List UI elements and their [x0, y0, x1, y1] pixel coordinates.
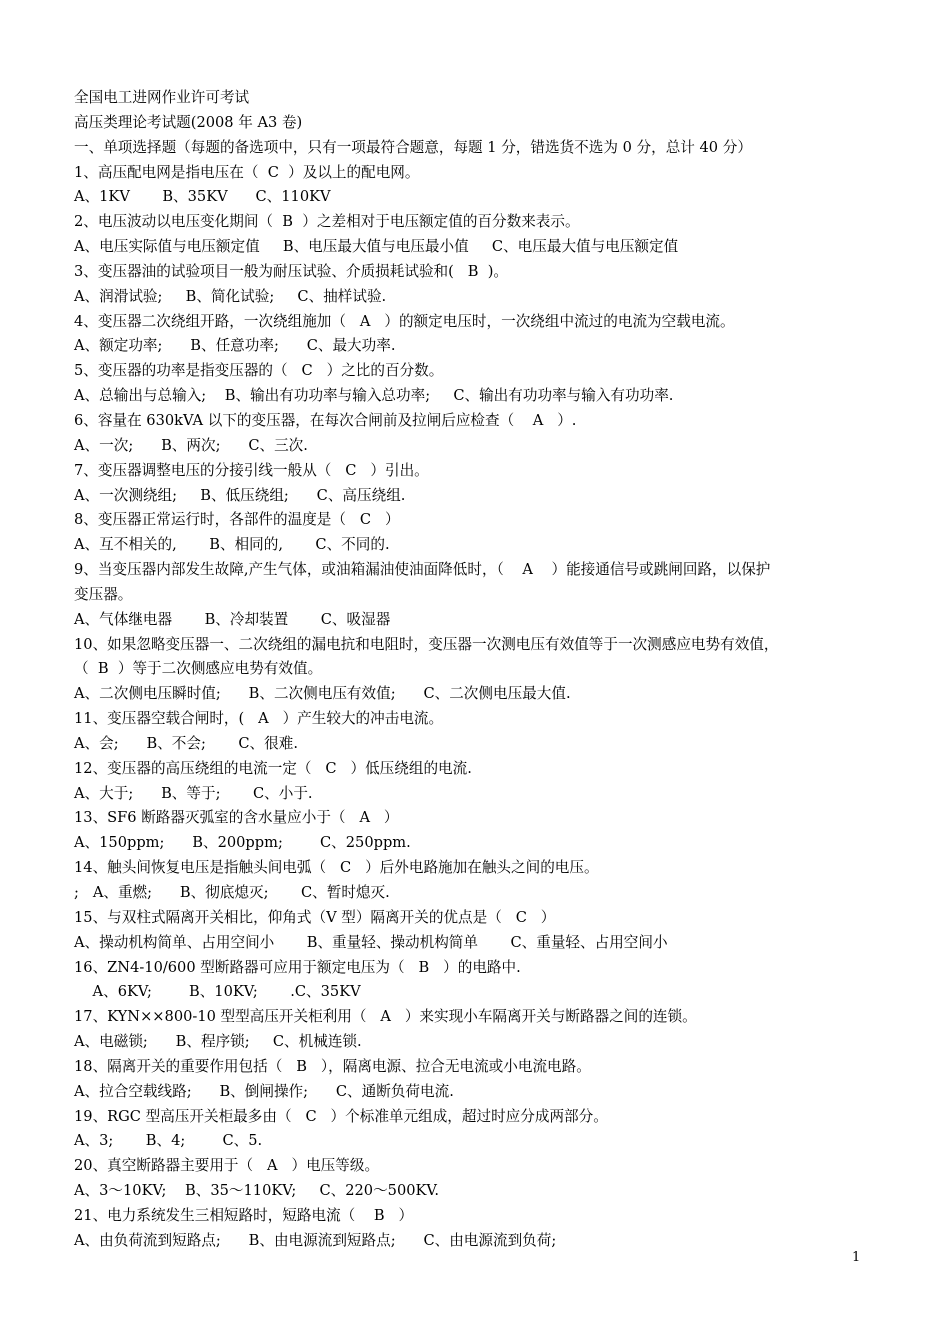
text-line: A、拉合空载线路; B、倒闸操作; C、通断负荷电流.	[74, 1082, 454, 1100]
text-line: 变压器。	[74, 585, 133, 603]
text-line: A、3～10KV; B、35～110KV; C、220～500KV.	[74, 1182, 440, 1200]
text-line: A、总输出与总输入; B、输出有功功率与输入总功率; C、输出有功功率与输入有功功率.	[74, 387, 674, 405]
text-line: A、6KV; B、10KV; .C、35KV	[74, 983, 361, 1001]
text-line: A、会; B、不会; C、很难.	[74, 734, 298, 752]
text-line: 12、变压器的高压绕组的电流一定（ C ）低压绕组的电流.	[74, 759, 472, 777]
text-line: 19、RGC 型高压开关柜最多由（ C ）个标准单元组成，超过时应分成两部分。	[74, 1107, 608, 1125]
text-line: 5、变压器的功率是指变压器的（ C ）之比的百分数。	[74, 362, 444, 380]
text-line: 4、变压器二次绕组开路，一次绕组施加（ A ）的额定电压时，一次绕组中流过的电流为空载电流。	[74, 312, 735, 330]
text-line: 高压类理论考试题(2008 年 A3 卷)	[74, 113, 303, 131]
page-number: 1	[852, 1250, 861, 1265]
text-line: 6、容量在 630kVA 以下的变压器，在每次合闸前及拉闸后应检查（ A ）.	[74, 411, 577, 429]
text-line: ; A、重燃; B、彻底熄灭; C、暂时熄灭.	[74, 884, 390, 901]
text-line: 9、当变压器内部发生故障,产生气体，或油箱漏油使油面降低时，（ A ）能接通信号或跳闸回路，以保护	[74, 561, 771, 579]
text-line: 15、与双柱式隔离开关相比，仰角式（V 型）隔离开关的优点是（ C ）	[74, 908, 556, 926]
text-line: A、二次侧电压瞬时值; B、二次侧电压有效值; C、二次侧电压最大值.	[74, 685, 571, 703]
text-line: 一、单项选择题（每题的备选项中，只有一项最符合题意，每题 1 分，错选货不选为 0 分，总计 40 分）	[74, 138, 752, 156]
text-line: 21、电力系统发生三相短路时，短路电流（ B ）	[74, 1206, 414, 1224]
text-line: A、气体继电器 B、冷却装置 C、吸湿器	[74, 610, 391, 628]
text-line: 16、ZN4-10/600 型断路器可应用于额定电压为（ B ）的电路中.	[74, 958, 521, 976]
text-line: A、一次; B、两次; C、三次.	[74, 436, 308, 454]
text-line: A、润滑试验; B、简化试验; C、抽样试验.	[74, 287, 387, 305]
text-line: 17、KYN××800-10 型型高压开关柜利用（ A ）来实现小车隔离开关与断路器之间的连锁。	[74, 1008, 697, 1026]
text-line: 13、SF6 断路器灭弧室的含水量应小于（ A ）	[74, 809, 399, 827]
text-line: 7、变压器调整电压的分接引线一般从（ C ）引出。	[74, 461, 429, 479]
text-line: 2、电压波动以电压变化期间（ B ）之差相对于电压额定值的百分数来表示。	[74, 213, 580, 231]
text-line: A、电磁锁; B、程序锁; C、机械连锁.	[74, 1033, 362, 1051]
text-line: 18、隔离开关的重要作用包括（ B ），隔离电源、拉合无电流或小电流电路。	[74, 1057, 591, 1075]
document-body	[74, 86, 874, 1254]
text-line: A、电压实际值与电压额定值 B、电压最大值与电压最小值 C、电压最大值与电压额定值	[74, 238, 679, 256]
text-line: A、操动机构简单、占用空间小 B、重量轻、操动机构简单 C、重量轻、占用空间小	[74, 933, 668, 951]
text-line: 20、真空断路器主要用于（ A ）电压等级。	[74, 1157, 380, 1175]
text-line: 1、高压配电网是指电压在（ C ）及以上的配电网。	[74, 163, 420, 181]
text-line: A、互不相关的, B、相同的, C、不同的.	[74, 536, 390, 554]
text-line: A、3; B、4; C、5.	[74, 1132, 263, 1150]
text-line: A、1KV B、35KV C、110KV	[74, 188, 331, 206]
text-line: 3、变压器油的试验项目一般为耐压试验、介质损耗试验和( B )。	[74, 262, 509, 280]
text-line: A、大于; B、等于; C、小于.	[74, 784, 313, 802]
text-line: 8、变压器正常运行时，各部件的温度是（ C ）	[74, 511, 400, 529]
text-line: 11、变压器空载合闸时，( A ）产生较大的冲击电流。	[74, 710, 444, 728]
text-line: 全国电工进网作业许可考试	[74, 89, 250, 106]
text-line: A、150ppm; B、200ppm; C、250ppm.	[74, 834, 411, 852]
text-line: 14、触头间恢复电压是指触头间电弧（ C ）后外电路施加在触头之间的电压。	[74, 859, 599, 877]
text-line: A、额定功率; B、任意功率; C、最大功率.	[74, 337, 396, 355]
text-line: （ B ）等于二次侧感应电势有效值。	[74, 660, 323, 678]
text-line: 10、如果忽略变压器一、二次绕组的漏电抗和电阻时，变压器一次测电压有效值等于一次测感应电势有效值，	[74, 635, 779, 653]
text-line: A、由负荷流到短路点; B、由电源流到短路点; C、由电源流到负荷;	[74, 1231, 557, 1249]
text-line: A、一次测绕组; B、低压绕组; C、高压绕组.	[74, 486, 406, 504]
